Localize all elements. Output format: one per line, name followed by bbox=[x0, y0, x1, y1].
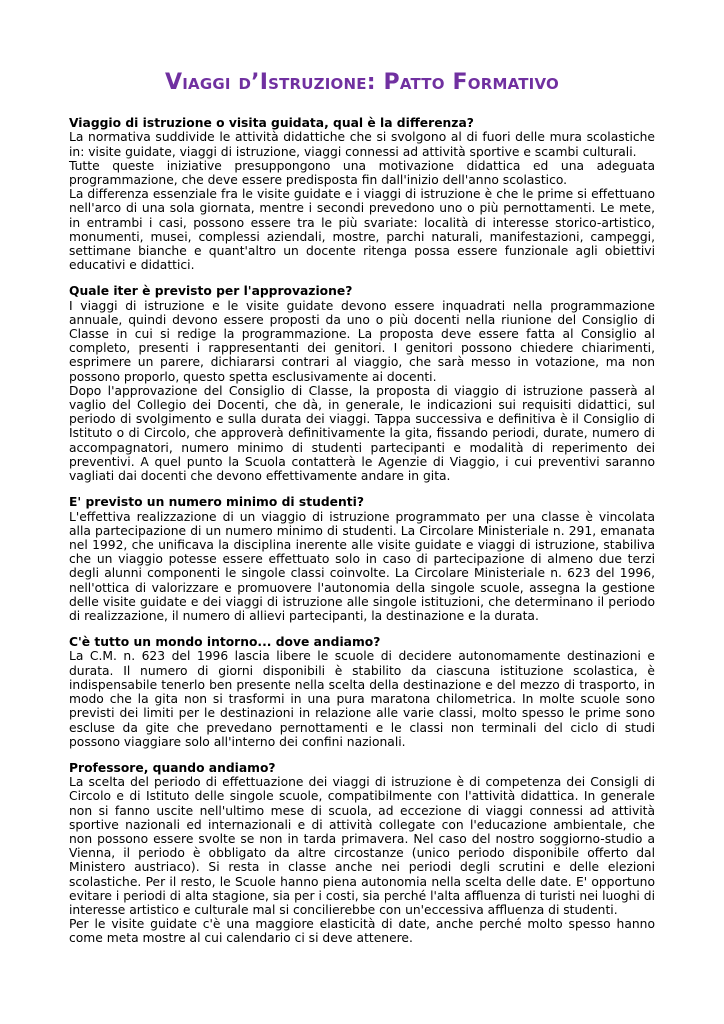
section-heading: Viaggio di istruzione o visita guidata, qual è la differenza? bbox=[69, 116, 474, 130]
section-differenza bbox=[69, 116, 655, 272]
paragraph: L'effettiva realizzazione di un viaggio di istruzione programmato per una classe è vincolata alla partecipazione di un numero minimo di studenti. La Circolare Ministeriale n. 291, emanata nel 1992, che unificava la disciplina inerente alle visite guidate e viaggi di istruzione, stabiliva che un viaggio potesse essere effettuato solo in caso di partecipazione di almeno due terzi degli alunni componenti le singole classi coinvolte. La Circolare Ministeriale n. 623 del 1996, nell'ottica di valorizzare e promuovere l'autonomia della singole scuole, assegna la gestione delle visite guidate e dei viaggi di istruzione alle singole istituzioni, che determinano il periodo di realizzazione, il numero di allievi partecipanti, la destinazione e la durata. bbox=[69, 509, 655, 623]
section-quando bbox=[69, 761, 655, 946]
paragraph: La scelta del periodo di effettuazione dei viaggi di istruzione è di competenza dei Consigli di Circolo e di Istituto delle singole scuole, compatibilmente con l'attività didattica. In generale non si fanno uscite nell'ultimo mese di scuola, ad eccezione di viaggi connessi ad attività sportive nazionali ed internazionali e di attività collegate con l'educazione ambientale, che non possono essere svolte se non in tarda primavera. Nel caso del nostro soggiorno-studio a Vienna, il periodo è obbligato da altre circostanze (unico periodo disponibile offerto dal Ministero austriaco). Si resta in classe anche nei periodi degli scrutini e delle elezioni scolastiche. Per il resto, le Scuole hanno piena autonomia nella scelta delle date. E' opportuno evitare i periodi di alta stagione, sia per i costi, sia perché l'alta affluenza di turisti nei luoghi di interesse artistico e culturale mal si concilierebbe con un'eccessiva affluenza di studenti. bbox=[69, 775, 655, 918]
paragraph: La C.M. n. 623 del 1996 lascia libere le scuole di decidere autonomamente destinazioni e durata. Il numero di giorni disponibili è stabilito da ciascuna istituzione scolastica, è indispensabile tenerlo ben presente nella scelta della destinazione e del mezzo di trasporto, in modo che la gita non si trasformi in una pura maratona chilometrica. In molte scuole sono previsti dei limiti per le destinazioni in relazione alle varie classi, molto spesso le prime sono escluse da gite che prevedano pernottamenti e le classi non terminali del ciclo di studi possono viaggiare solo all'interno dei confini nazionali. bbox=[69, 649, 655, 749]
page-title: Viaggi d’Istruzione: Patto Formativo bbox=[165, 70, 559, 95]
section-heading: Professore, quando andiamo? bbox=[69, 760, 276, 775]
paragraph: I viaggi di istruzione e le visite guidate devono essere inquadrati nella programmazione annuale, quindi devono essere proposti da uno o più docenti nella riunione del Consiglio di Classe in cui si redige la programmazione. La proposta deve essere fatta al Consiglio al completo, presenti i rappresentanti dei genitori. I genitori possono chiedere chiarimenti, esprimere un parere, dichiararsi contrari al viaggio, che sarà messo in votazione, ma non possono proporlo, questo spetta esclusivamente ai docenti. bbox=[69, 298, 655, 384]
paragraph: Per le visite guidate c'è una maggiore elasticità di date, anche perché molto spesso hanno come meta mostre al cui calendario ci si deve attenere. bbox=[69, 917, 655, 946]
document-page bbox=[69, 68, 655, 958]
section-numero-minimo bbox=[69, 495, 655, 623]
section-destinazioni bbox=[69, 635, 655, 749]
paragraph: La differenza essenziale fra le visite guidate e i viaggi di istruzione è che le prime si effettuano nell'arco di una sola giornata, mentre i secondi prevedono uno o più pernottamenti. Le mete, in entrambi i casi, possono essere tra le più svariate: località di interesse storico-artistico, monumenti, musei, complessi aziendali, mostre, parchi naturali, manifestazioni, campeggi, settimane bianche e quant'altro un docente ritenga possa essere funzionale agli obiettivi educativi e didattici. bbox=[69, 187, 655, 273]
paragraph: Dopo l'approvazione del Consiglio di Classe, la proposta di viaggio di istruzione passerà al vaglio del Collegio dei Docenti, che dà, in generale, le indicazioni sui requisiti didattici, sul periodo di svolgimento e sulla durata dei viaggi. Tappa successiva e definitiva è il Consiglio di Istituto o di Circolo, che approverà definitivamente la gita, fissando periodi, durate, numero di accompagnatori, numero minimo di studenti partecipanti e modalità di reperimento dei preventivi. A quel punto la Scuola contatterà le Agenzie di Viaggio, i cui preventivi saranno vagliati dai docenti che devono effettivamente andare in gita. bbox=[69, 383, 655, 484]
section-heading: Quale iter è previsto per l'approvazione? bbox=[69, 284, 353, 299]
section-iter-approvazione bbox=[69, 284, 655, 483]
paragraph: La normativa suddivide le attività didattiche che si svolgono al di fuori delle mura scolastiche in: visite guidate, viaggi di istruzione, viaggi connessi ad attività sportive e scambi culturali. bbox=[69, 130, 655, 159]
paragraph: Tutte queste iniziative presuppongono una motivazione didattica ed una adeguata programmazione, che deve essere predisposta fin dall'inizio dell'anno scolastico. bbox=[69, 158, 655, 187]
section-heading: C'è tutto un mondo intorno... dove andiamo? bbox=[69, 635, 381, 650]
section-heading: E' previsto un numero minimo di studenti? bbox=[69, 495, 364, 510]
